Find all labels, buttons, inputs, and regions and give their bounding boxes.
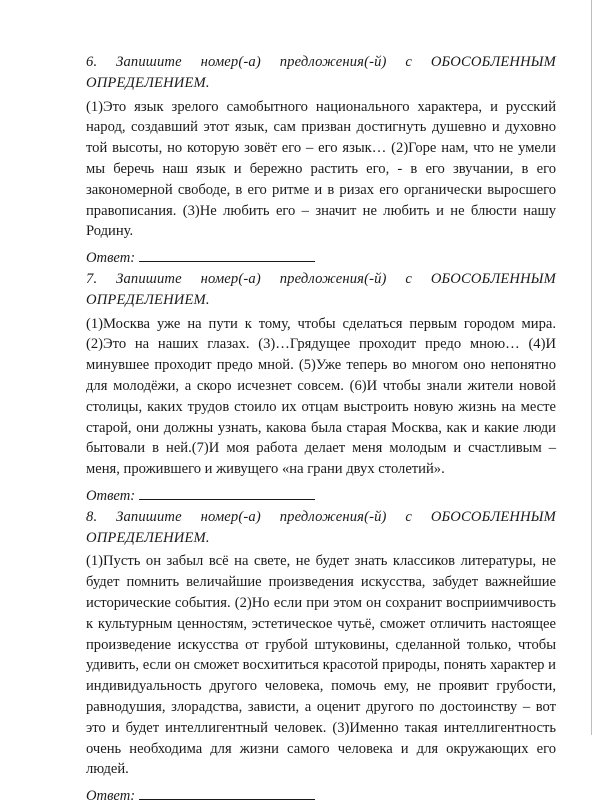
answer-line — [86, 486, 556, 507]
task-8 — [86, 507, 556, 807]
task-title: 8. Запишите номер(-а) предложения(-й) с ОБОСОБЛЕННЫМ ОПРЕДЕЛЕНИЕМ. — [86, 508, 556, 546]
task-text: (1)Это язык зрелого самобытного национального характера, и русский народ, создавший этот язык, сам призван достигнуть душевно и духовно той высоты, но которую зовёт его – его язык… (2)Горе нам, что не умели мы беречь наш язык и бережно растить его, - в его звучании, в его закономерной свободе, в его ритме и в ризах его органически выросшего правописания. (3)Не любить его – значит не любить и не блюсти нашу Родину. — [86, 98, 556, 240]
task-title: 6. Запишите номер(-а) предложения(-й) с ОБОСОБЛЕННЫМ ОПРЕДЕЛЕНИЕМ. — [86, 54, 556, 91]
task-text: (1)Пусть он забыл всё на свете, не будет знать классиков литературы, не будет помнить величайшие произведения искусства, забудет важнейшие исторические события. (2)Но если при этом он сохранит восприимчивость к культурным ценностям, эстетическое чутьё, сможет отличить настоящее произведение искусства от грубой штуковины, сделанной только, чтобы удивить, если он сможет восхититься красотой природы, понять характер и индивидуальность другого человека, помочь ему, не проявит грубости, равнодушия, злорадства, зависти, а оценит другого по достоинству – вот это и будет интеллигентный человек. (3)Именно такая интеллигентность очень необходима для жизни самого человека и для окружающих его людей. — [86, 553, 556, 778]
answer-label: Ответ: — [86, 250, 136, 267]
answer-blank[interactable] — [139, 248, 315, 262]
page-edge-line — [591, 0, 592, 735]
answer-line — [86, 248, 556, 269]
answer-blank[interactable] — [139, 486, 315, 500]
task-text: (1)Москва уже на пути к тому, чтобы сделаться первым городом мира. (2)Это на наших глазах. (3)…Грядущее проходит предо мною… (4)И минувшее проходит предо мной. (5)Уже теперь во многом оно непонятно для молодёжи, а скоро исчезнет совсем. (6)И чтобы знали жители новой столицы, каких трудов стоило их отцам выстроить новую жизнь на месте старой, они должны узнать, какова была старая Москва, как и какие люди бытовали в ней.(7)И моя работа делает меня молодым и счастливым – меня, прожившего и живущего «на грани двух столетий». — [86, 315, 556, 478]
task-title: 7. Запишите номер(-а) предложения(-й) с ОБОСОБЛЕННЫМ ОПРЕДЕЛЕНИЕМ. — [86, 270, 556, 308]
answer-label: Ответ: — [86, 487, 136, 504]
document-page — [86, 52, 556, 807]
answer-line — [86, 786, 556, 807]
answer-blank[interactable] — [139, 786, 315, 800]
answer-label: Ответ: — [86, 788, 136, 805]
task-7 — [86, 269, 556, 507]
task-6 — [86, 52, 556, 269]
